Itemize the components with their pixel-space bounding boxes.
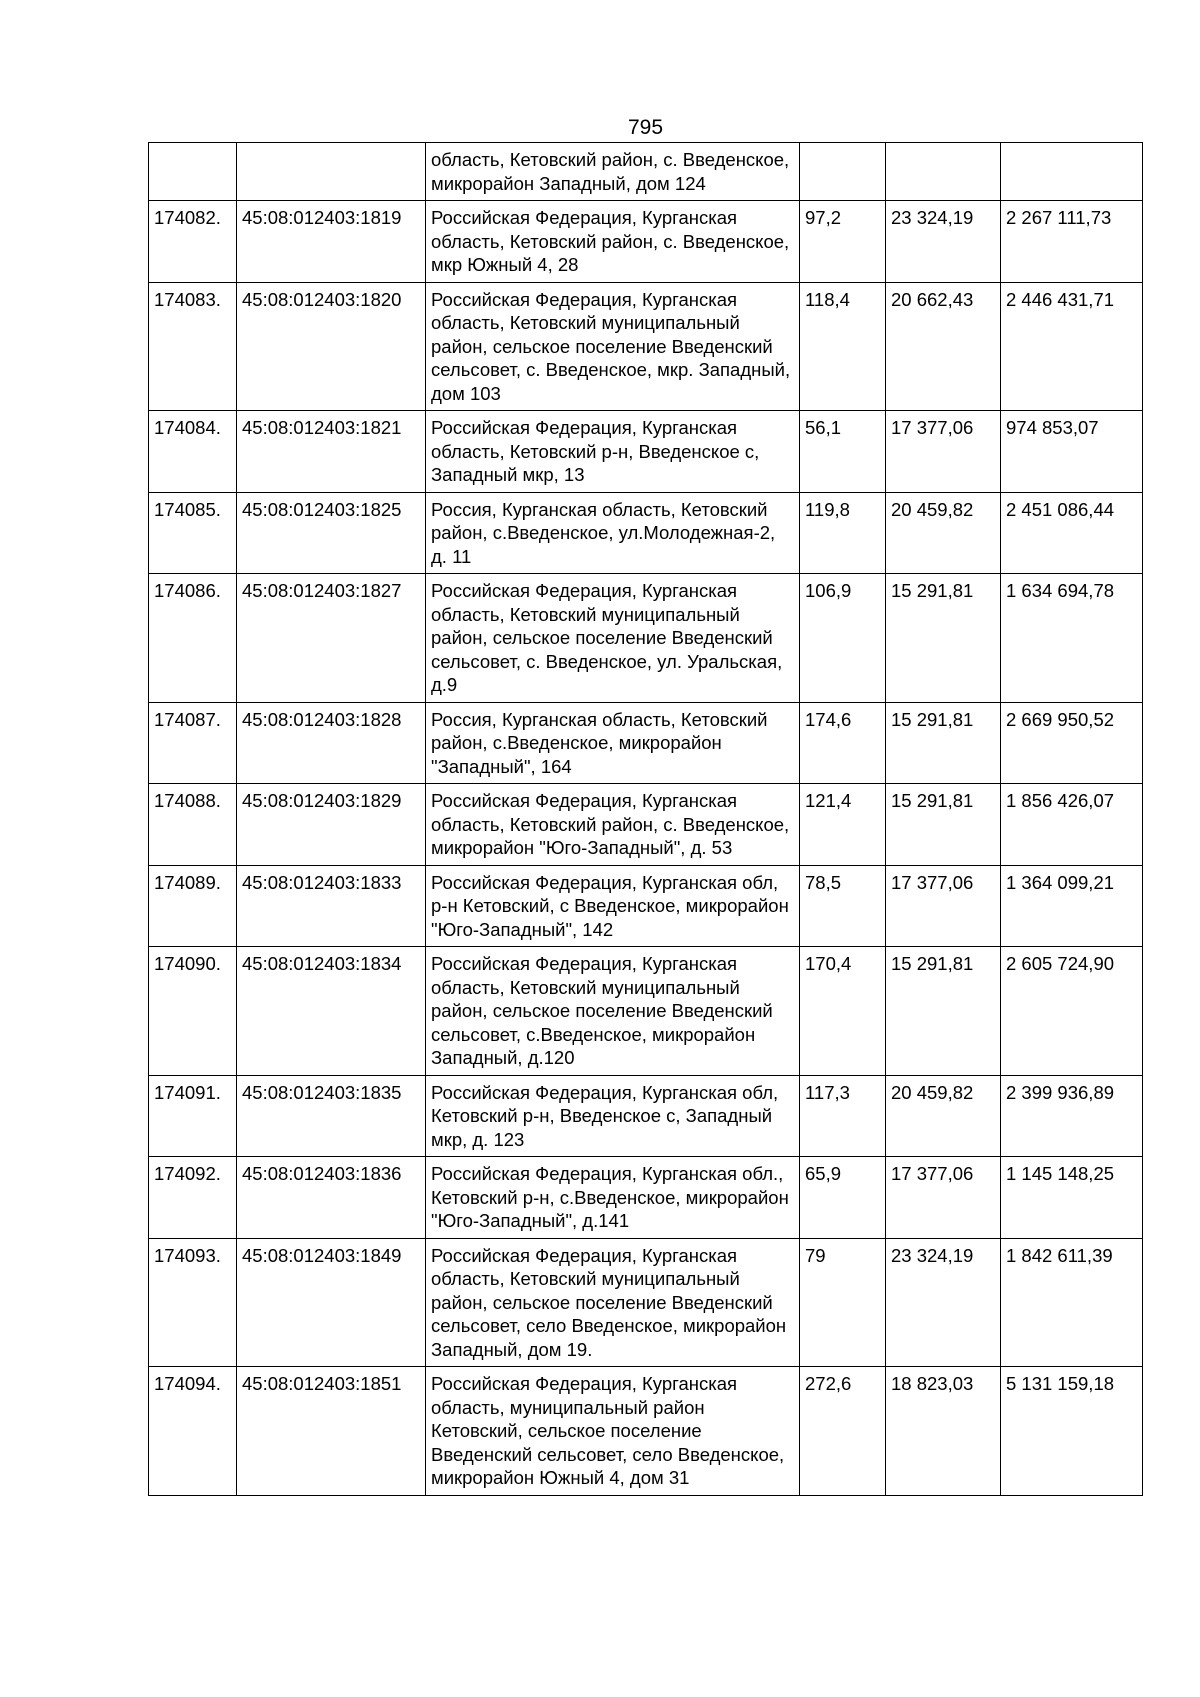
cell-address: Российская Федерация, Курганская область, Кетовский муниципальный район, сельское поселение Введенский сельсовет, с. Введенское, ул. Уральская, д.9 — [426, 574, 800, 703]
cell-cadastral: 45:08:012403:1820 — [237, 282, 426, 411]
cell-number: 174082. — [149, 201, 237, 283]
cell-value: 1 145 148,25 — [1001, 1157, 1143, 1239]
cell-cadastral: 45:08:012403:1821 — [237, 411, 426, 493]
cell-address: Россия, Курганская область, Кетовский район, с.Введенское, ул.Молодежная-2, д. 11 — [426, 492, 800, 574]
table-row — [149, 784, 1143, 866]
cell-address: Россия, Курганская область, Кетовский район, с.Введенское, микрорайон "Западный", 164 — [426, 702, 800, 784]
cell-number: 174084. — [149, 411, 237, 493]
cell-rate: 18 823,03 — [886, 1367, 1001, 1496]
cell-value: 2 605 724,90 — [1001, 947, 1143, 1076]
cell-cadastral: 45:08:012403:1827 — [237, 574, 426, 703]
cell-number: 174085. — [149, 492, 237, 574]
cell-number: 174087. — [149, 702, 237, 784]
cell-address: Российская Федерация, Курганская область, Кетовский муниципальный район, сельское поселение Введенский сельсовет, село Введенское, микрорайон Западный, дом 19. — [426, 1238, 800, 1367]
cell-address: Российская Федерация, Курганская область, муниципальный район Кетовский, сельское поселение Введенский сельсовет, село Введенское, микрорайон Южный 4, дом 31 — [426, 1367, 800, 1496]
cell-address: Российская Федерация, Курганская область, Кетовский муниципальный район, сельское поселение Введенский сельсовет, с. Введенское, мкр. Западный, дом 103 — [426, 282, 800, 411]
cell-value: 2 669 950,52 — [1001, 702, 1143, 784]
cell-cadastral: 45:08:012403:1828 — [237, 702, 426, 784]
table-row — [149, 1075, 1143, 1157]
cell-area: 170,4 — [800, 947, 886, 1076]
cell-value: 974 853,07 — [1001, 411, 1143, 493]
cell-cadastral: 45:08:012403:1829 — [237, 784, 426, 866]
table-row — [149, 201, 1143, 283]
cell-rate: 15 291,81 — [886, 784, 1001, 866]
cell-number: 174088. — [149, 784, 237, 866]
cell-cadastral: 45:08:012403:1825 — [237, 492, 426, 574]
cell-rate: 15 291,81 — [886, 574, 1001, 703]
cell-number: 174086. — [149, 574, 237, 703]
cell-value: 2 399 936,89 — [1001, 1075, 1143, 1157]
cell-number: 174094. — [149, 1367, 237, 1496]
cell-rate: 20 459,82 — [886, 1075, 1001, 1157]
cell-address: Российская Федерация, Курганская область, Кетовский муниципальный район, сельское поселение Введенский сельсовет, с.Введенское, микрорайон Западный, д.120 — [426, 947, 800, 1076]
cell-cadastral: 45:08:012403:1849 — [237, 1238, 426, 1367]
cell-value: 1 634 694,78 — [1001, 574, 1143, 703]
cell-rate: 15 291,81 — [886, 947, 1001, 1076]
table-row-continuation — [149, 143, 1143, 201]
cell-value: 2 267 111,73 — [1001, 201, 1143, 283]
cell-rate: 20 662,43 — [886, 282, 1001, 411]
table-row — [149, 1367, 1143, 1496]
cell-value: 1 364 099,21 — [1001, 865, 1143, 947]
table-row — [149, 282, 1143, 411]
table-row — [149, 574, 1143, 703]
table-row — [149, 411, 1143, 493]
cell-value: 2 446 431,71 — [1001, 282, 1143, 411]
cell-rate — [886, 143, 1001, 201]
cell-value — [1001, 143, 1143, 201]
cell-area — [800, 143, 886, 201]
cell-rate: 23 324,19 — [886, 1238, 1001, 1367]
cell-cadastral: 45:08:012403:1833 — [237, 865, 426, 947]
cell-number: 174090. — [149, 947, 237, 1076]
property-table — [148, 142, 1143, 1496]
cell-address: Российская Федерация, Курганская обл, р-н Кетовский, с Введенское, микрорайон "Юго-Западный", 142 — [426, 865, 800, 947]
cell-number — [149, 143, 237, 201]
cell-number: 174092. — [149, 1157, 237, 1239]
cell-rate: 20 459,82 — [886, 492, 1001, 574]
cell-area: 272,6 — [800, 1367, 886, 1496]
cell-number: 174089. — [149, 865, 237, 947]
cell-value: 2 451 086,44 — [1001, 492, 1143, 574]
cell-rate: 17 377,06 — [886, 865, 1001, 947]
cell-rate: 23 324,19 — [886, 201, 1001, 283]
table-row — [149, 1157, 1143, 1239]
cell-area: 117,3 — [800, 1075, 886, 1157]
cell-area: 79 — [800, 1238, 886, 1367]
cell-address: Российская Федерация, Курганская область, Кетовский район, с. Введенское, микрорайон "Юго-Западный", д. 53 — [426, 784, 800, 866]
table-row — [149, 865, 1143, 947]
table-body — [149, 143, 1143, 1496]
cell-cadastral: 45:08:012403:1819 — [237, 201, 426, 283]
cell-value: 5 131 159,18 — [1001, 1367, 1143, 1496]
cell-address: Российская Федерация, Курганская область, Кетовский район, с. Введенское, мкр Южный 4, 28 — [426, 201, 800, 283]
page-number: 795 — [627, 116, 664, 139]
cell-area: 78,5 — [800, 865, 886, 947]
table-row — [149, 702, 1143, 784]
cell-rate: 17 377,06 — [886, 1157, 1001, 1239]
table-row — [149, 492, 1143, 574]
cell-area: 174,6 — [800, 702, 886, 784]
cell-address: область, Кетовский район, с. Введенское, микрорайон Западный, дом 124 — [426, 143, 800, 201]
cell-number: 174083. — [149, 282, 237, 411]
cell-number: 174091. — [149, 1075, 237, 1157]
cell-area: 56,1 — [800, 411, 886, 493]
cell-area: 97,2 — [800, 201, 886, 283]
cell-area: 106,9 — [800, 574, 886, 703]
cell-rate: 15 291,81 — [886, 702, 1001, 784]
cell-cadastral: 45:08:012403:1851 — [237, 1367, 426, 1496]
table-row — [149, 947, 1143, 1076]
cell-cadastral: 45:08:012403:1834 — [237, 947, 426, 1076]
cell-address: Российская Федерация, Курганская область, Кетовский р-н, Введенское с, Западный мкр, 13 — [426, 411, 800, 493]
table-row — [149, 1238, 1143, 1367]
cell-cadastral — [237, 143, 426, 201]
cell-value: 1 856 426,07 — [1001, 784, 1143, 866]
cell-area: 121,4 — [800, 784, 886, 866]
cell-value: 1 842 611,39 — [1001, 1238, 1143, 1367]
cell-cadastral: 45:08:012403:1836 — [237, 1157, 426, 1239]
cell-number: 174093. — [149, 1238, 237, 1367]
cell-area: 65,9 — [800, 1157, 886, 1239]
cell-address: Российская Федерация, Курганская обл., Кетовский р-н, с.Введенское, микрорайон "Юго-Западный", д.141 — [426, 1157, 800, 1239]
cell-area: 118,4 — [800, 282, 886, 411]
cell-address: Российская Федерация, Курганская обл, Кетовский р-н, Введенское с, Западный мкр, д. 123 — [426, 1075, 800, 1157]
cell-area: 119,8 — [800, 492, 886, 574]
cell-cadastral: 45:08:012403:1835 — [237, 1075, 426, 1157]
cell-rate: 17 377,06 — [886, 411, 1001, 493]
